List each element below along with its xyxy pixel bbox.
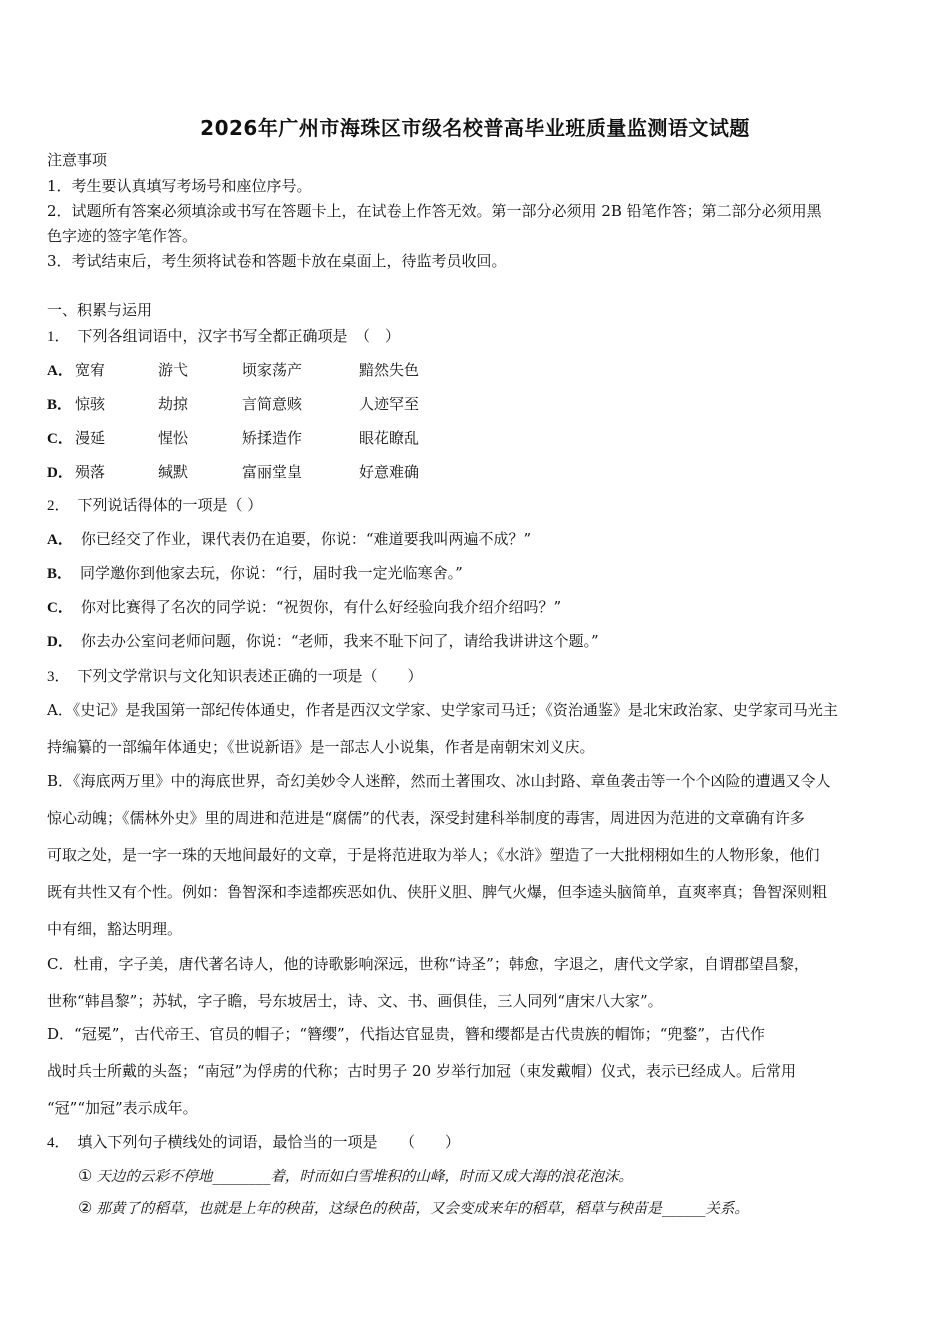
notice-item-2-cont: 色字迹的签字笔作答。: [47, 227, 198, 245]
q3-option-c-line2: 世称“韩昌黎”；苏轼，字子瞻，号东坡居士，诗、文、书、画俱佳，三人同列“唐宋八大家”。: [47, 992, 663, 1010]
q3-stem: [47, 666, 907, 687]
option-label: D．: [47, 634, 73, 650]
option-word: 富丽堂皇: [242, 463, 303, 481]
circled-number-1: ①: [78, 1166, 93, 1185]
option-label: C．: [47, 600, 73, 616]
q2-stem-text: 下列说话得体的一项是（ ）: [77, 496, 263, 514]
option-text: 同学邀你到他家去玩，你说：“行，届时我一定光临寒舍。”: [80, 564, 463, 582]
q3-option-d-line1: D．“冠冕”，古代帝王、官员的帽子；“簪缨”，代指达官显贵，簪和缨都是古代贵族的帽饰；“兜鍪”，古代作: [47, 1025, 766, 1043]
q2-option-b: [47, 563, 907, 584]
option-word: 黯然失色: [359, 361, 420, 379]
option-word: 宽宥: [75, 361, 106, 379]
q3-option-d-line3: “冠”“加冠”表示成年。: [47, 1099, 198, 1117]
q3-option-b-line1: B．《海底两万里》中的海底世界，奇幻美妙令人迷醉，然而土著围攻、冰山封路、章鱼袭击等一个个凶险的遭遇又令人: [47, 772, 831, 790]
circled-number-2: ②: [78, 1198, 93, 1217]
notice-item-2: 2．试题所有答案必须填涂或书写在答题卡上，在试卷上作答无效。第一部分必须用 2B 铅笔作答；第二部分必须用黑: [47, 202, 822, 220]
q2-option-c: [47, 597, 907, 618]
q2-stem: [47, 495, 907, 516]
q2-option-d: [47, 631, 907, 652]
option-word: 漫延: [75, 429, 106, 447]
option-word: 惺忪: [158, 429, 189, 447]
option-text: 你去办公室问老师问题，你说：“老师，我来不耻下问了，请给我讲讲这个题。”: [80, 632, 599, 650]
q1-stem-text: 下列各组词语中，汉字书写全都正确项是 （ ）: [77, 327, 401, 345]
q3-option-b-line2: 惊心动魄；《儒林外史》里的周进和范进是“腐儒”的代表，深受封建科举制度的毒害，周进因为范进的文章确有许多: [47, 809, 805, 827]
q3-stem-text: 下列文学常识与文化知识表述正确的一项是（ ）: [77, 667, 423, 685]
option-label: A．: [47, 532, 73, 548]
q3-option-b-line3: 可取之处，是一字一珠的天地间最好的文章，于是将范进取为举人；《水浒》塑造了一大批栩栩如生的人物形象，他们: [47, 846, 820, 864]
q4-number: 4．: [47, 1135, 70, 1151]
option-word: 缄默: [158, 463, 189, 481]
q2-number: 2．: [47, 498, 70, 514]
option-label: A．: [47, 363, 73, 379]
page-title: 2026年广州市海珠区市级名校普高毕业班质量监测语文试题: [200, 116, 750, 140]
notice-item-3: 3．考试结束后，考生须将试卷和答题卡放在桌面上，待监考员收回。: [47, 252, 507, 270]
sentence-text: 那黄了的稻草，也就是上年的秧苗，这绿色的秧苗，又会变成来年的稻草，稻草与秧苗是______关系。: [96, 1201, 749, 1217]
q4-sentence-1: [78, 1166, 633, 1187]
option-word: 人迹罕至: [359, 395, 420, 413]
q1-stem: [47, 326, 907, 347]
option-word: 殒落: [75, 463, 106, 481]
option-word: 矫揉造作: [242, 429, 303, 447]
q2-option-a: [47, 529, 907, 550]
option-word: 好意难确: [359, 463, 420, 481]
option-word: 言简意赅: [242, 395, 303, 413]
q3-option-b-line5: 中有细，豁达明理。: [47, 920, 183, 938]
option-word: 惊骇: [75, 395, 106, 413]
q3-option-b-line4: 既有共性又有个性。例如：鲁智深和李逵都疾恶如仇、侠肝义胆、脾气火爆，但李逵头脑简单，直爽率真；鲁智深则粗: [47, 883, 828, 901]
q3-option-c-line1: C．杜甫，字子美，唐代著名诗人，他的诗歌影响深远，世称“诗圣”；韩愈，字退之，唐代文学家，自谓郡望昌黎，: [47, 955, 809, 973]
q4-stem: [47, 1132, 907, 1153]
q4-stem-text: 填入下列句子横线处的词语，最恰当的一项是 （ ）: [77, 1133, 461, 1151]
option-label: B．: [47, 397, 73, 413]
option-text: 你已经交了作业，课代表仍在追要，你说：“难道要我叫两遍不成？”: [80, 530, 532, 548]
option-word: 游弋: [158, 361, 189, 379]
q3-option-a-line1: A．《史记》是我国第一部纪传体通史，作者是西汉文学家、史学家司马迁；《资治通鉴》是北宋政治家、史学家司马光主: [47, 701, 838, 719]
option-word: 顷家荡产: [242, 361, 303, 379]
option-label: D．: [47, 465, 73, 481]
notice-heading: 注意事项: [47, 151, 108, 169]
option-label: B．: [47, 566, 73, 582]
option-label: C．: [47, 431, 73, 447]
q4-sentence-2: [78, 1198, 749, 1219]
option-word: 眼花瞭乱: [359, 429, 420, 447]
q3-number: 3．: [47, 669, 70, 685]
q1-number: 1．: [47, 329, 70, 345]
q3-option-d-line2: 战时兵士所戴的头盔；“南冠”为俘虏的代称；古时男子 20 岁举行加冠（束发戴帽）仪式，表示已经成人。后常用: [47, 1062, 796, 1080]
section-heading: 一、积累与运用: [47, 301, 153, 319]
q3-option-a-line2: 持编纂的一部编年体通史；《世说新语》是一部志人小说集，作者是南朝宋刘义庆。: [47, 738, 595, 756]
option-text: 你对比赛得了名次的同学说：“祝贺你，有什么好经验向我介绍介绍吗？”: [80, 598, 562, 616]
sentence-text: 天边的云彩不停地________着，时而如白雪堆积的山峰，时而又成大海的浪花泡沫。: [96, 1169, 633, 1185]
option-word: 劫掠: [158, 395, 189, 413]
notice-item-1: 1．考生要认真填写考场号和座位序号。: [47, 177, 312, 195]
